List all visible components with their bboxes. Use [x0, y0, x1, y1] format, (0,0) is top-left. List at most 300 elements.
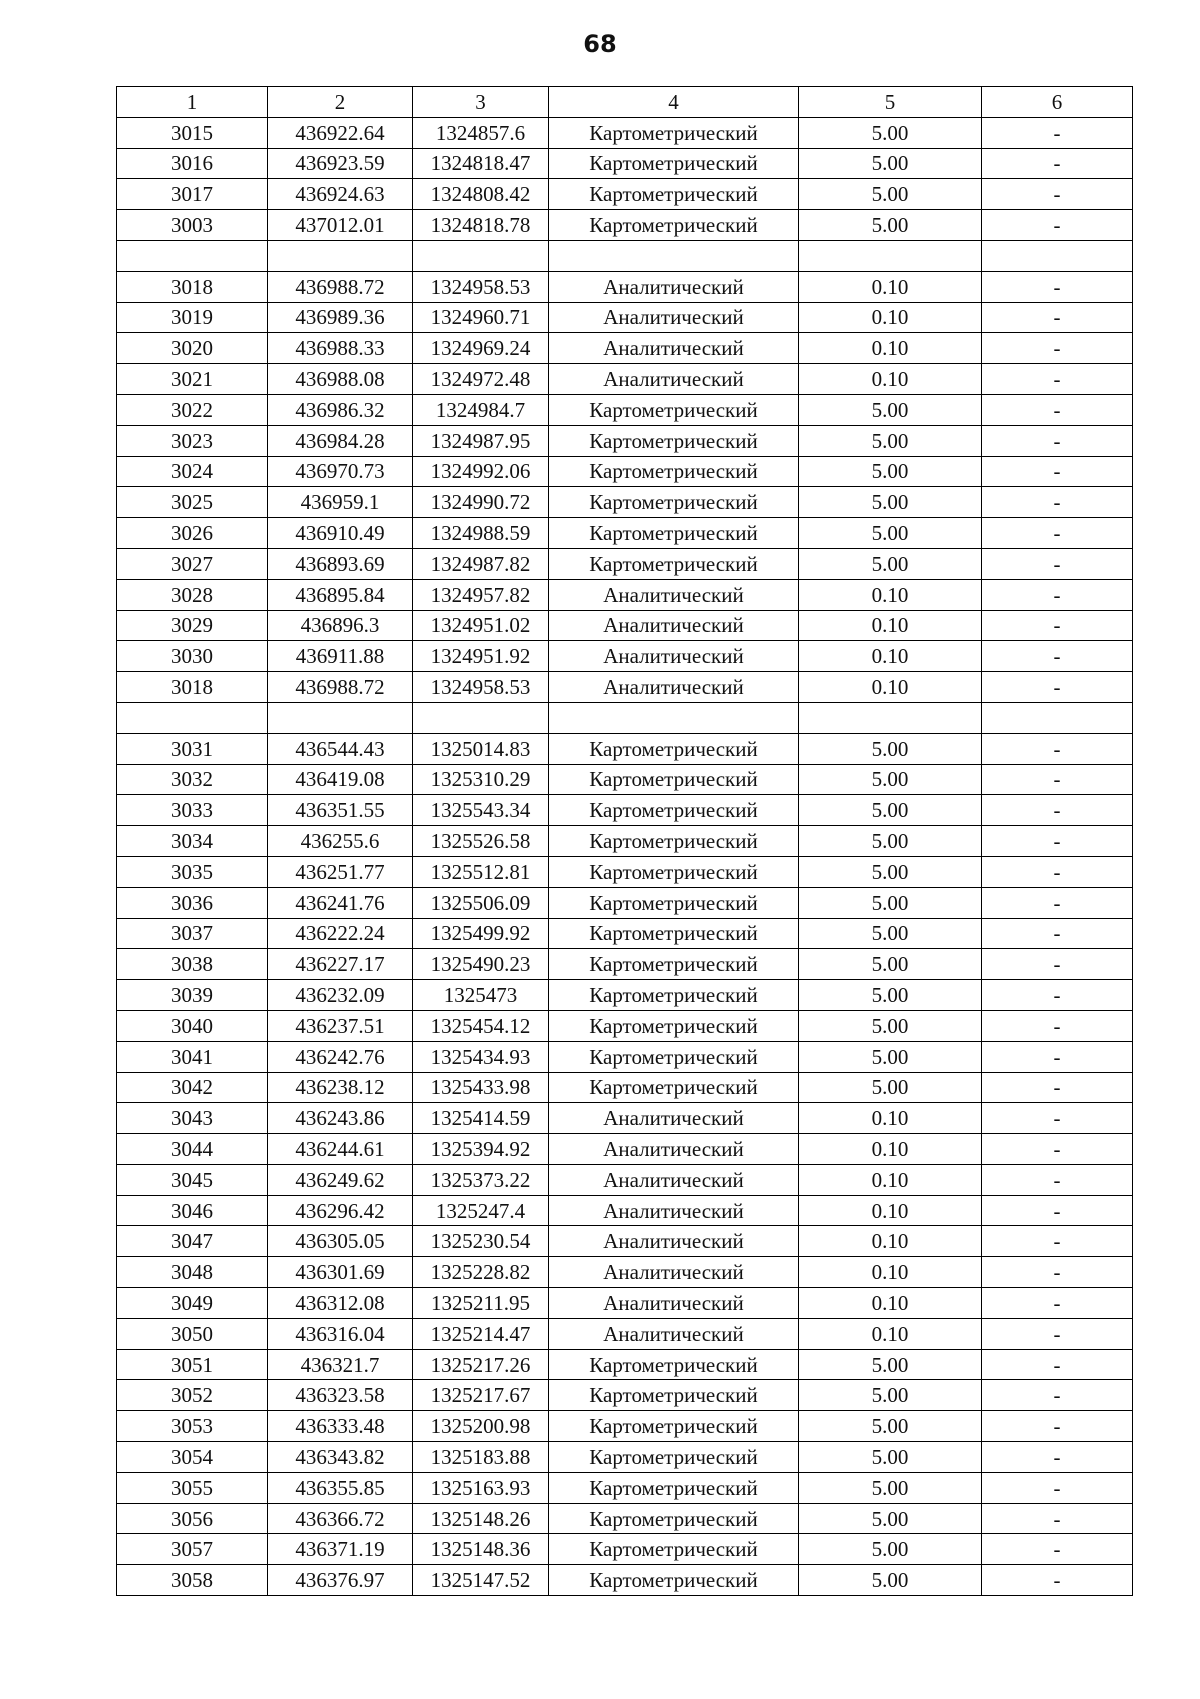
note-cell: -: [982, 1195, 1133, 1226]
point-number-cell: 3046: [117, 1195, 268, 1226]
point-number-cell: 3049: [117, 1288, 268, 1319]
y-coordinate-cell: 1325230.54: [413, 1226, 549, 1257]
table-row: [117, 1134, 1133, 1165]
accuracy-cell: 0.10: [799, 579, 982, 610]
note-cell: -: [982, 610, 1133, 641]
y-coordinate-cell: [413, 240, 549, 271]
table-row: [117, 795, 1133, 826]
accuracy-cell: 0.10: [799, 271, 982, 302]
method-cell: Аналитический: [549, 302, 799, 333]
method-cell: Картометрический: [549, 1072, 799, 1103]
x-coordinate-cell: 436924.63: [268, 179, 413, 210]
note-cell: -: [982, 333, 1133, 364]
note-cell: -: [982, 918, 1133, 949]
point-number-cell: 3053: [117, 1411, 268, 1442]
accuracy-cell: 5.00: [799, 394, 982, 425]
y-coordinate-cell: 1325228.82: [413, 1257, 549, 1288]
method-cell: Картометрический: [549, 1442, 799, 1473]
y-coordinate-cell: 1325434.93: [413, 1041, 549, 1072]
method-cell: Картометрический: [549, 980, 799, 1011]
y-coordinate-cell: 1324992.06: [413, 456, 549, 487]
table-row: [117, 733, 1133, 764]
x-coordinate-cell: 436896.3: [268, 610, 413, 641]
method-cell: Аналитический: [549, 271, 799, 302]
y-coordinate-cell: 1324818.47: [413, 148, 549, 179]
method-cell: Аналитический: [549, 1318, 799, 1349]
x-coordinate-cell: [268, 702, 413, 733]
table-row: [117, 1411, 1133, 1442]
method-cell: Аналитический: [549, 672, 799, 703]
y-coordinate-cell: 1325217.67: [413, 1380, 549, 1411]
accuracy-cell: 5.00: [799, 1380, 982, 1411]
accuracy-cell: 5.00: [799, 1041, 982, 1072]
note-cell: -: [982, 271, 1133, 302]
x-coordinate-cell: 436312.08: [268, 1288, 413, 1319]
point-number-cell: 3003: [117, 210, 268, 241]
accuracy-cell: 5.00: [799, 918, 982, 949]
y-coordinate-cell: 1324987.95: [413, 425, 549, 456]
x-coordinate-cell: 436366.72: [268, 1503, 413, 1534]
y-coordinate-cell: 1325163.93: [413, 1472, 549, 1503]
y-coordinate-cell: 1325247.4: [413, 1195, 549, 1226]
point-number-cell: 3051: [117, 1349, 268, 1380]
note-cell: -: [982, 425, 1133, 456]
note-cell: -: [982, 1134, 1133, 1165]
method-cell: Аналитический: [549, 1195, 799, 1226]
method-cell: Картометрический: [549, 764, 799, 795]
table-header-row: [117, 87, 1133, 118]
accuracy-cell: 5.00: [799, 518, 982, 549]
point-number-cell: 3048: [117, 1257, 268, 1288]
note-cell: [982, 702, 1133, 733]
note-cell: [982, 240, 1133, 271]
x-coordinate-cell: 436343.82: [268, 1442, 413, 1473]
x-coordinate-cell: 436238.12: [268, 1072, 413, 1103]
accuracy-cell: 0.10: [799, 1103, 982, 1134]
method-cell: Картометрический: [549, 1503, 799, 1534]
x-coordinate-cell: 436237.51: [268, 1010, 413, 1041]
method-cell: Картометрический: [549, 548, 799, 579]
point-number-cell: 3016: [117, 148, 268, 179]
accuracy-cell: 0.10: [799, 1318, 982, 1349]
x-coordinate-cell: 436255.6: [268, 826, 413, 857]
point-number-cell: 3058: [117, 1565, 268, 1596]
note-cell: -: [982, 1534, 1133, 1565]
note-cell: -: [982, 210, 1133, 241]
accuracy-cell: 0.10: [799, 1164, 982, 1195]
accuracy-cell: [799, 702, 982, 733]
table-row: [117, 333, 1133, 364]
y-coordinate-cell: 1325310.29: [413, 764, 549, 795]
x-coordinate-cell: 437012.01: [268, 210, 413, 241]
y-coordinate-cell: 1325373.22: [413, 1164, 549, 1195]
x-coordinate-cell: 436419.08: [268, 764, 413, 795]
note-cell: -: [982, 1442, 1133, 1473]
method-cell: Картометрический: [549, 210, 799, 241]
x-coordinate-cell: 436251.77: [268, 856, 413, 887]
x-coordinate-cell: 436959.1: [268, 487, 413, 518]
point-number-cell: 3032: [117, 764, 268, 795]
point-number-cell: 3038: [117, 949, 268, 980]
accuracy-cell: 0.10: [799, 1226, 982, 1257]
method-cell: Картометрический: [549, 1472, 799, 1503]
table-row: [117, 302, 1133, 333]
accuracy-cell: 5.00: [799, 887, 982, 918]
method-cell: Картометрический: [549, 179, 799, 210]
x-coordinate-cell: 436243.86: [268, 1103, 413, 1134]
method-cell: Аналитический: [549, 1103, 799, 1134]
note-cell: -: [982, 364, 1133, 395]
x-coordinate-cell: 436970.73: [268, 456, 413, 487]
accuracy-cell: 5.00: [799, 487, 982, 518]
x-coordinate-cell: 436296.42: [268, 1195, 413, 1226]
table-row: [117, 1041, 1133, 1072]
point-number-cell: 3041: [117, 1041, 268, 1072]
accuracy-cell: 0.10: [799, 641, 982, 672]
y-coordinate-cell: 1324958.53: [413, 672, 549, 703]
x-coordinate-cell: 436923.59: [268, 148, 413, 179]
x-coordinate-cell: 436911.88: [268, 641, 413, 672]
x-coordinate-cell: 436988.33: [268, 333, 413, 364]
y-coordinate-cell: [413, 702, 549, 733]
table-row: [117, 764, 1133, 795]
table-row: [117, 487, 1133, 518]
accuracy-cell: 5.00: [799, 148, 982, 179]
accuracy-cell: 0.10: [799, 302, 982, 333]
point-number-cell: 3043: [117, 1103, 268, 1134]
x-coordinate-cell: 436232.09: [268, 980, 413, 1011]
y-coordinate-cell: 1324984.7: [413, 394, 549, 425]
y-coordinate-cell: 1325526.58: [413, 826, 549, 857]
method-cell: Картометрический: [549, 456, 799, 487]
accuracy-cell: 5.00: [799, 1534, 982, 1565]
point-number-cell: 3018: [117, 271, 268, 302]
note-cell: -: [982, 1349, 1133, 1380]
column-header: 4: [549, 87, 799, 118]
accuracy-cell: 0.10: [799, 333, 982, 364]
accuracy-cell: 0.10: [799, 672, 982, 703]
method-cell: Картометрический: [549, 1380, 799, 1411]
column-header: 2: [268, 87, 413, 118]
accuracy-cell: 5.00: [799, 1349, 982, 1380]
table-row: [117, 456, 1133, 487]
method-cell: [549, 240, 799, 271]
x-coordinate-cell: [268, 240, 413, 271]
x-coordinate-cell: 436371.19: [268, 1534, 413, 1565]
table-row: [117, 1010, 1133, 1041]
table-row: [117, 148, 1133, 179]
table-row: [117, 1349, 1133, 1380]
x-coordinate-cell: 436988.08: [268, 364, 413, 395]
table-row: [117, 1164, 1133, 1195]
column-header: 1: [117, 87, 268, 118]
x-coordinate-cell: 436986.32: [268, 394, 413, 425]
x-coordinate-cell: 436355.85: [268, 1472, 413, 1503]
method-cell: Аналитический: [549, 333, 799, 364]
point-number-cell: 3039: [117, 980, 268, 1011]
accuracy-cell: 0.10: [799, 1257, 982, 1288]
note-cell: -: [982, 764, 1133, 795]
point-number-cell: 3052: [117, 1380, 268, 1411]
table-row: [117, 1195, 1133, 1226]
table-row: [117, 856, 1133, 887]
y-coordinate-cell: 1325200.98: [413, 1411, 549, 1442]
note-cell: -: [982, 1472, 1133, 1503]
y-coordinate-cell: 1325394.92: [413, 1134, 549, 1165]
page-number: 68: [583, 30, 617, 58]
point-number-cell: 3056: [117, 1503, 268, 1534]
table-body: [117, 117, 1133, 1595]
accuracy-cell: 0.10: [799, 364, 982, 395]
note-cell: -: [982, 148, 1133, 179]
point-number-cell: 3031: [117, 733, 268, 764]
table-row: [117, 918, 1133, 949]
accuracy-cell: 5.00: [799, 795, 982, 826]
x-coordinate-cell: 436544.43: [268, 733, 413, 764]
note-cell: -: [982, 887, 1133, 918]
point-number-cell: 3018: [117, 672, 268, 703]
table-row: [117, 579, 1133, 610]
point-number-cell: 3026: [117, 518, 268, 549]
method-cell: Картометрический: [549, 918, 799, 949]
method-cell: Аналитический: [549, 1164, 799, 1195]
x-coordinate-cell: 436222.24: [268, 918, 413, 949]
table-row: [117, 1318, 1133, 1349]
note-cell: -: [982, 1288, 1133, 1319]
method-cell: Картометрический: [549, 1411, 799, 1442]
point-number-cell: 3020: [117, 333, 268, 364]
table-row: [117, 1565, 1133, 1596]
point-number-cell: 3057: [117, 1534, 268, 1565]
accuracy-cell: 5.00: [799, 117, 982, 148]
y-coordinate-cell: 1324958.53: [413, 271, 549, 302]
point-number-cell: 3047: [117, 1226, 268, 1257]
note-cell: -: [982, 949, 1133, 980]
y-coordinate-cell: 1324808.42: [413, 179, 549, 210]
method-cell: Картометрический: [549, 117, 799, 148]
y-coordinate-cell: 1325147.52: [413, 1565, 549, 1596]
x-coordinate-cell: 436988.72: [268, 271, 413, 302]
y-coordinate-cell: 1325499.92: [413, 918, 549, 949]
point-number-cell: 3015: [117, 117, 268, 148]
table-row: [117, 1226, 1133, 1257]
column-header: 5: [799, 87, 982, 118]
note-cell: -: [982, 733, 1133, 764]
point-number-cell: 3055: [117, 1472, 268, 1503]
accuracy-cell: 0.10: [799, 610, 982, 641]
note-cell: -: [982, 1318, 1133, 1349]
note-cell: -: [982, 487, 1133, 518]
x-coordinate-cell: 436249.62: [268, 1164, 413, 1195]
note-cell: -: [982, 302, 1133, 333]
x-coordinate-cell: 436321.7: [268, 1349, 413, 1380]
note-cell: -: [982, 826, 1133, 857]
table-row: [117, 610, 1133, 641]
x-coordinate-cell: 436351.55: [268, 795, 413, 826]
table-row: [117, 548, 1133, 579]
accuracy-cell: 5.00: [799, 949, 982, 980]
x-coordinate-cell: 436988.72: [268, 672, 413, 703]
point-number-cell: 3019: [117, 302, 268, 333]
table-row: [117, 1072, 1133, 1103]
accuracy-cell: 5.00: [799, 980, 982, 1011]
x-coordinate-cell: 436242.76: [268, 1041, 413, 1072]
y-coordinate-cell: 1325543.34: [413, 795, 549, 826]
y-coordinate-cell: 1324957.82: [413, 579, 549, 610]
table-row: [117, 518, 1133, 549]
x-coordinate-cell: 436895.84: [268, 579, 413, 610]
point-number-cell: 3024: [117, 456, 268, 487]
y-coordinate-cell: 1325473: [413, 980, 549, 1011]
table-row: [117, 1472, 1133, 1503]
point-number-cell: 3029: [117, 610, 268, 641]
note-cell: -: [982, 1226, 1133, 1257]
method-cell: Картометрический: [549, 887, 799, 918]
method-cell: Аналитический: [549, 641, 799, 672]
column-header: 3: [413, 87, 549, 118]
point-number-cell: [117, 702, 268, 733]
table-row: [117, 980, 1133, 1011]
coordinates-table: [116, 86, 1133, 1596]
method-cell: Картометрический: [549, 949, 799, 980]
note-cell: -: [982, 1041, 1133, 1072]
note-cell: -: [982, 1257, 1133, 1288]
note-cell: -: [982, 1164, 1133, 1195]
y-coordinate-cell: 1324972.48: [413, 364, 549, 395]
y-coordinate-cell: 1325512.81: [413, 856, 549, 887]
point-number-cell: 3028: [117, 579, 268, 610]
y-coordinate-cell: 1325148.26: [413, 1503, 549, 1534]
note-cell: -: [982, 672, 1133, 703]
note-cell: -: [982, 1565, 1133, 1596]
accuracy-cell: 5.00: [799, 210, 982, 241]
method-cell: Аналитический: [549, 1134, 799, 1165]
x-coordinate-cell: 436376.97: [268, 1565, 413, 1596]
note-cell: -: [982, 579, 1133, 610]
accuracy-cell: [799, 240, 982, 271]
method-cell: Картометрический: [549, 1349, 799, 1380]
point-number-cell: 3022: [117, 394, 268, 425]
point-number-cell: 3030: [117, 641, 268, 672]
accuracy-cell: 5.00: [799, 1503, 982, 1534]
note-cell: -: [982, 394, 1133, 425]
method-cell: Картометрический: [549, 1534, 799, 1565]
method-cell: Картометрический: [549, 394, 799, 425]
method-cell: Картометрический: [549, 733, 799, 764]
table-row: [117, 240, 1133, 271]
table-row: [117, 702, 1133, 733]
point-number-cell: 3033: [117, 795, 268, 826]
method-cell: Аналитический: [549, 610, 799, 641]
point-number-cell: 3036: [117, 887, 268, 918]
y-coordinate-cell: 1324951.02: [413, 610, 549, 641]
accuracy-cell: 0.10: [799, 1288, 982, 1319]
method-cell: Картометрический: [549, 826, 799, 857]
note-cell: -: [982, 179, 1133, 210]
table-row: [117, 641, 1133, 672]
table-row: [117, 210, 1133, 241]
method-cell: Картометрический: [549, 487, 799, 518]
method-cell: Аналитический: [549, 1226, 799, 1257]
y-coordinate-cell: 1324969.24: [413, 333, 549, 364]
accuracy-cell: 0.10: [799, 1195, 982, 1226]
note-cell: -: [982, 641, 1133, 672]
note-cell: -: [982, 980, 1133, 1011]
table-row: [117, 1257, 1133, 1288]
y-coordinate-cell: 1324857.6: [413, 117, 549, 148]
y-coordinate-cell: 1325214.47: [413, 1318, 549, 1349]
accuracy-cell: 5.00: [799, 1565, 982, 1596]
y-coordinate-cell: 1325211.95: [413, 1288, 549, 1319]
point-number-cell: 3042: [117, 1072, 268, 1103]
note-cell: -: [982, 548, 1133, 579]
method-cell: Аналитический: [549, 1288, 799, 1319]
point-number-cell: 3037: [117, 918, 268, 949]
y-coordinate-cell: 1325014.83: [413, 733, 549, 764]
accuracy-cell: 5.00: [799, 1010, 982, 1041]
table-row: [117, 394, 1133, 425]
y-coordinate-cell: 1325506.09: [413, 887, 549, 918]
x-coordinate-cell: 436227.17: [268, 949, 413, 980]
note-cell: -: [982, 518, 1133, 549]
method-cell: Картометрический: [549, 1565, 799, 1596]
method-cell: Картометрический: [549, 856, 799, 887]
table-row: [117, 672, 1133, 703]
table-row: [117, 1503, 1133, 1534]
point-number-cell: 3035: [117, 856, 268, 887]
x-coordinate-cell: 436984.28: [268, 425, 413, 456]
accuracy-cell: 5.00: [799, 856, 982, 887]
method-cell: Аналитический: [549, 1257, 799, 1288]
x-coordinate-cell: 436301.69: [268, 1257, 413, 1288]
method-cell: Картометрический: [549, 148, 799, 179]
table-row: [117, 949, 1133, 980]
note-cell: -: [982, 1411, 1133, 1442]
accuracy-cell: 5.00: [799, 548, 982, 579]
note-cell: -: [982, 1072, 1133, 1103]
accuracy-cell: 5.00: [799, 733, 982, 764]
y-coordinate-cell: 1325148.36: [413, 1534, 549, 1565]
point-number-cell: 3025: [117, 487, 268, 518]
y-coordinate-cell: 1324990.72: [413, 487, 549, 518]
point-number-cell: 3017: [117, 179, 268, 210]
table-row: [117, 1534, 1133, 1565]
y-coordinate-cell: 1324988.59: [413, 518, 549, 549]
table-row: [117, 1442, 1133, 1473]
note-cell: -: [982, 795, 1133, 826]
accuracy-cell: 5.00: [799, 826, 982, 857]
note-cell: -: [982, 1010, 1133, 1041]
point-number-cell: [117, 240, 268, 271]
method-cell: [549, 702, 799, 733]
x-coordinate-cell: 436305.05: [268, 1226, 413, 1257]
note-cell: -: [982, 1103, 1133, 1134]
table-row: [117, 1380, 1133, 1411]
method-cell: Аналитический: [549, 364, 799, 395]
accuracy-cell: 5.00: [799, 1411, 982, 1442]
point-number-cell: 3021: [117, 364, 268, 395]
table-row: [117, 826, 1133, 857]
method-cell: Картометрический: [549, 518, 799, 549]
y-coordinate-cell: 1324951.92: [413, 641, 549, 672]
point-number-cell: 3023: [117, 425, 268, 456]
table-row: [117, 117, 1133, 148]
point-number-cell: 3045: [117, 1164, 268, 1195]
accuracy-cell: 5.00: [799, 764, 982, 795]
accuracy-cell: 5.00: [799, 1442, 982, 1473]
note-cell: -: [982, 456, 1133, 487]
method-cell: Картометрический: [549, 425, 799, 456]
